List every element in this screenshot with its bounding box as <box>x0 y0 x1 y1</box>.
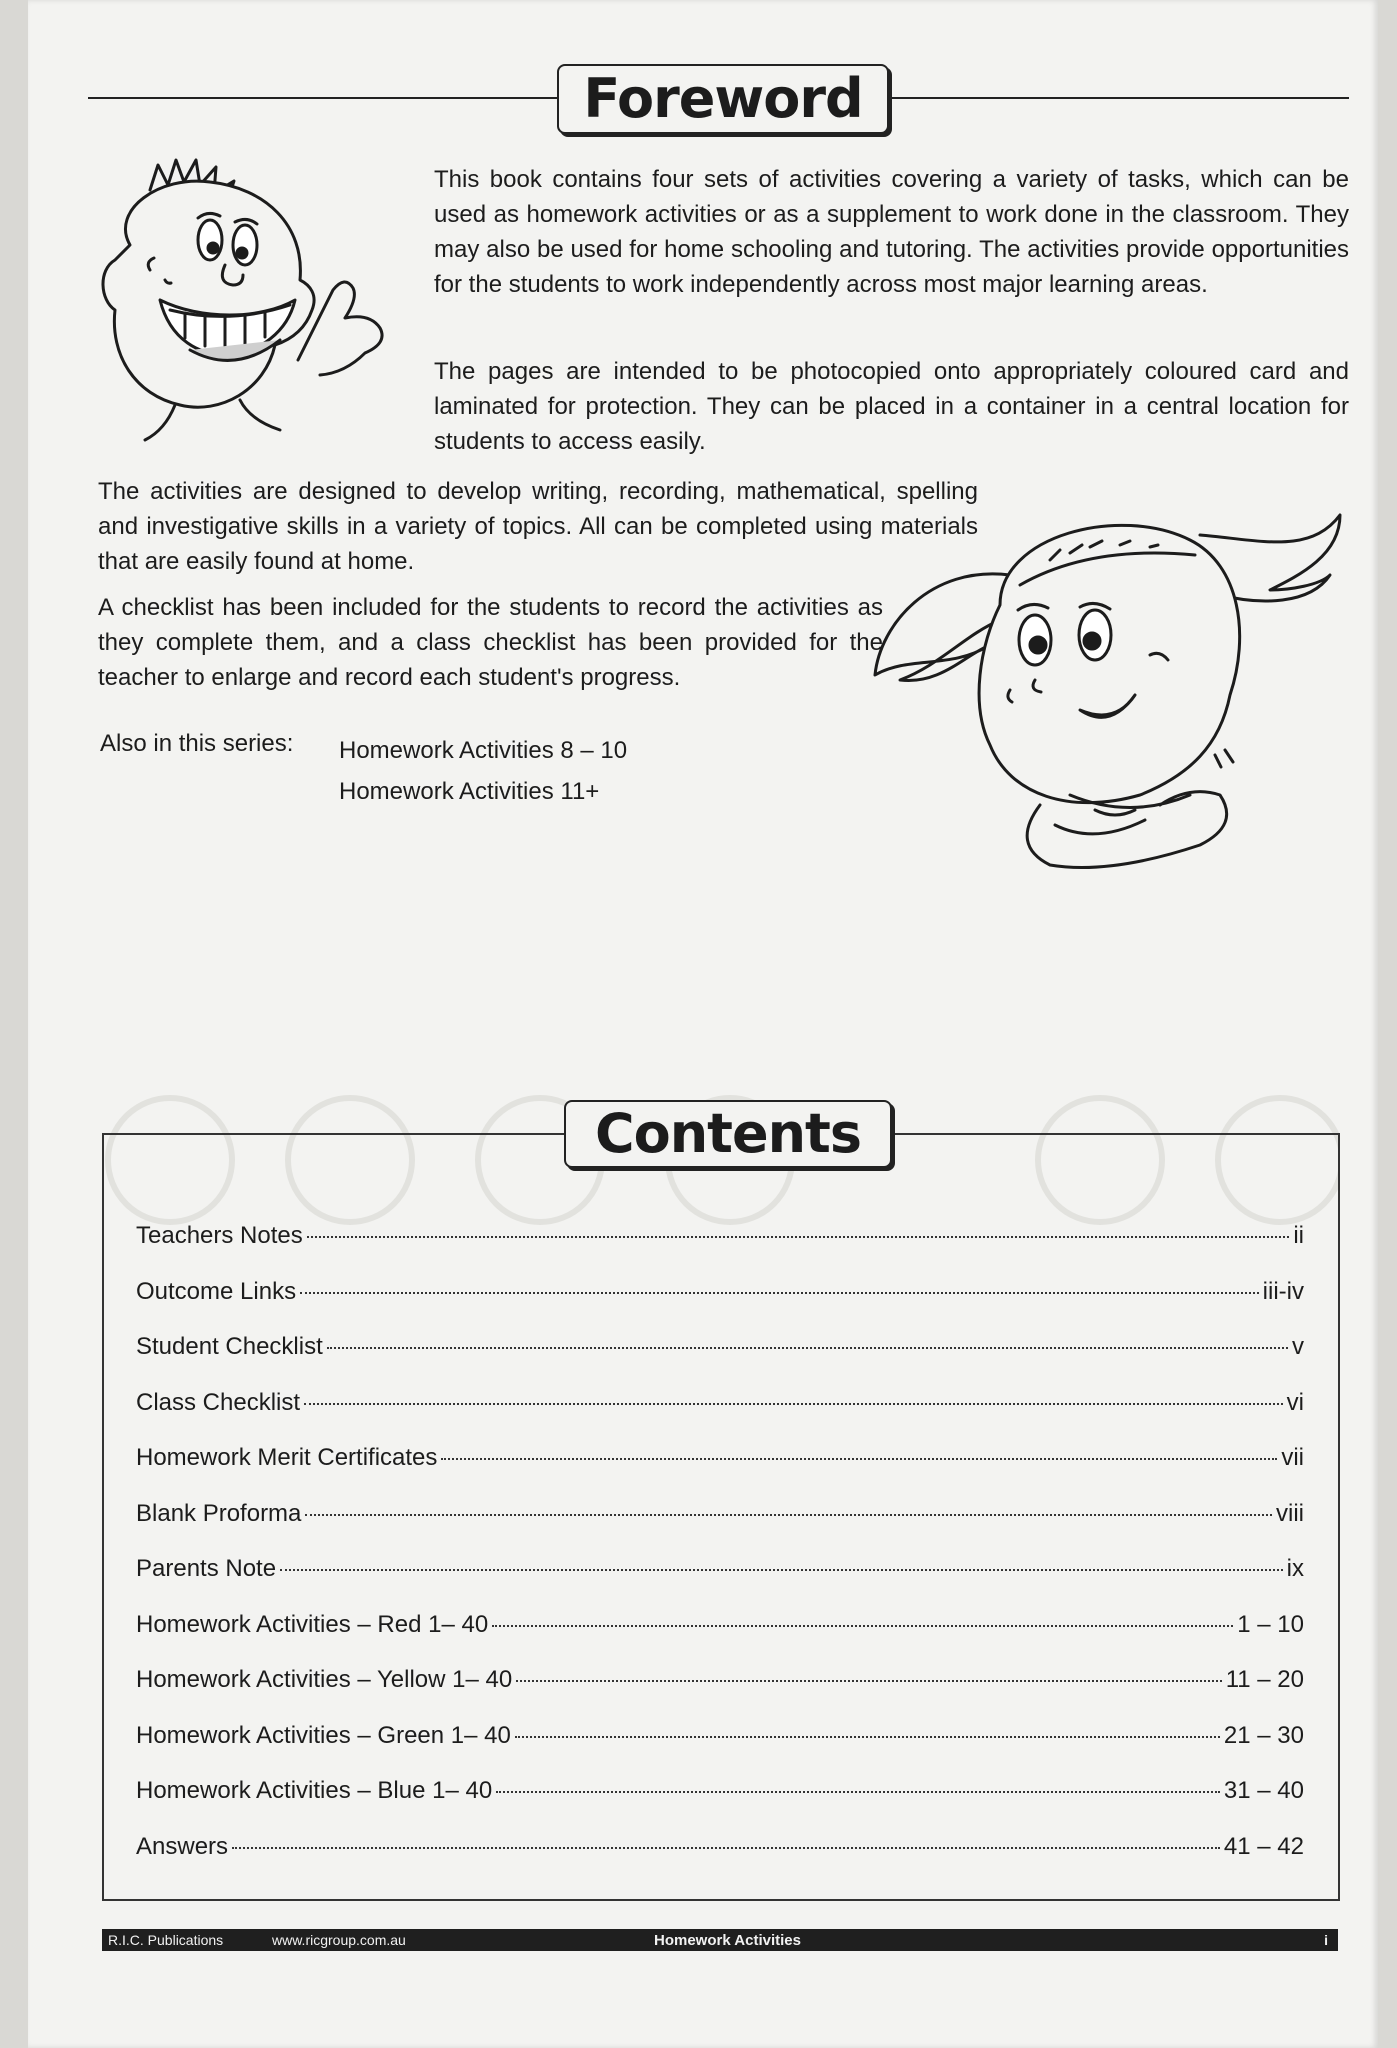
toc-leader-dots <box>232 1847 1220 1849</box>
toc-entry-page: ix <box>1286 1555 1304 1582</box>
series-item: Homework Activities 11+ <box>339 778 600 805</box>
toc-entry-page: 41 – 42 <box>1223 1832 1304 1860</box>
toc-entry-label: Homework Activities – Blue 1– 40 <box>136 1777 493 1804</box>
toc-entry-page: vii <box>1281 1444 1304 1471</box>
toc-entry[interactable] <box>136 1333 1304 1389</box>
toc-entry[interactable] <box>136 1833 1304 1889</box>
foreword-paragraph-3: The activities are designed to develop writing, recording, mathematical, spelling and investigative skills in a variety of topics. All can be completed using materials that are easily found at home. <box>98 478 978 575</box>
toc-leader-dots <box>327 1347 1288 1349</box>
footer-url[interactable]: www.ricgroup.com.au <box>272 1932 406 1948</box>
girl-cartoon-illustration <box>870 495 1350 875</box>
toc-leader-dots <box>300 1292 1259 1294</box>
toc-entry-page: 1 – 10 <box>1237 1610 1304 1638</box>
toc-entry-page: 11 – 20 <box>1225 1666 1304 1693</box>
toc-leader-dots <box>515 1736 1220 1738</box>
toc-entry[interactable] <box>136 1666 1304 1722</box>
toc-entry-page: ii <box>1293 1222 1304 1249</box>
toc-leader-dots <box>496 1791 1220 1793</box>
toc-entry-label: Homework Activities – Green 1– 40 <box>136 1721 511 1749</box>
toc-leader-dots <box>492 1625 1233 1627</box>
foreword-paragraph-4: A checklist has been included for the students to record the activities as they complete them, and a class checklist has been provided for the teacher to enlarge and record each student's progress. <box>98 594 883 691</box>
toc-entry[interactable] <box>136 1389 1304 1445</box>
toc-leader-dots <box>441 1458 1277 1460</box>
toc-entry-page: 31 – 40 <box>1223 1777 1304 1804</box>
toc-entry[interactable] <box>136 1222 1304 1278</box>
footer-bar <box>102 1929 1338 1951</box>
toc-entry[interactable] <box>136 1611 1304 1667</box>
toc-leader-dots <box>304 1403 1283 1405</box>
toc-entry-label: Class Checklist <box>136 1388 301 1416</box>
toc-entry[interactable] <box>136 1722 1304 1778</box>
toc-entry-label: Homework Merit Certificates <box>136 1444 438 1471</box>
foreword-paragraph-2: The pages are intended to be photocopied onto appropriately coloured card and laminated for protection. They can be placed in a container in a central location for students to access easily. <box>434 358 1349 455</box>
toc-entry-label: Blank Proforma <box>136 1499 302 1527</box>
toc-entry-label: Answers <box>136 1832 229 1860</box>
toc-leader-dots <box>305 1514 1272 1516</box>
toc-entry-label: Teachers Notes <box>136 1222 303 1249</box>
toc-entry-label: Homework Activities – Red 1– 40 <box>136 1610 489 1638</box>
toc-entry[interactable] <box>136 1777 1304 1833</box>
series-label: Also in this series: <box>100 730 294 757</box>
footer-book-title: Homework Activities <box>654 1932 801 1949</box>
table-of-contents <box>136 1222 1304 1888</box>
toc-entry-page: viii <box>1276 1499 1304 1527</box>
toc-entry-page: iii-iv <box>1262 1277 1304 1305</box>
toc-entry-label: Parents Note <box>136 1555 277 1582</box>
toc-entry-label: Outcome Links <box>136 1277 297 1305</box>
toc-entry-page: 21 – 30 <box>1223 1721 1304 1749</box>
toc-entry[interactable] <box>136 1555 1304 1611</box>
toc-entry-page: v <box>1292 1333 1304 1360</box>
toc-entry-page: vi <box>1286 1388 1304 1416</box>
toc-entry-label: Student Checklist <box>136 1333 323 1360</box>
series-item: Homework Activities 8 – 10 <box>339 737 628 764</box>
foreword-title: Foreword <box>557 64 889 134</box>
series-list <box>339 730 627 812</box>
toc-entry[interactable] <box>136 1278 1304 1334</box>
toc-leader-dots <box>516 1680 1222 1682</box>
toc-leader-dots <box>307 1236 1290 1238</box>
toc-entry[interactable] <box>136 1444 1304 1500</box>
foreword-paragraph-1: This book contains four sets of activities covering a variety of tasks, which can be used as homework activities or as a supplement to work done in the classroom. They may also be used for home schooling and tutoring. The activities provide opportunities for the students to work independently across most major learning areas. <box>434 166 1349 298</box>
toc-entry-label: Homework Activities – Yellow 1– 40 <box>136 1666 513 1693</box>
footer-page-number: i <box>1324 1932 1328 1948</box>
toc-entry[interactable] <box>136 1500 1304 1556</box>
toc-leader-dots <box>280 1569 1283 1571</box>
contents-title: Contents <box>564 1100 892 1168</box>
footer-publisher: R.I.C. Publications <box>108 1932 224 1948</box>
boy-cartoon-illustration <box>90 150 420 450</box>
